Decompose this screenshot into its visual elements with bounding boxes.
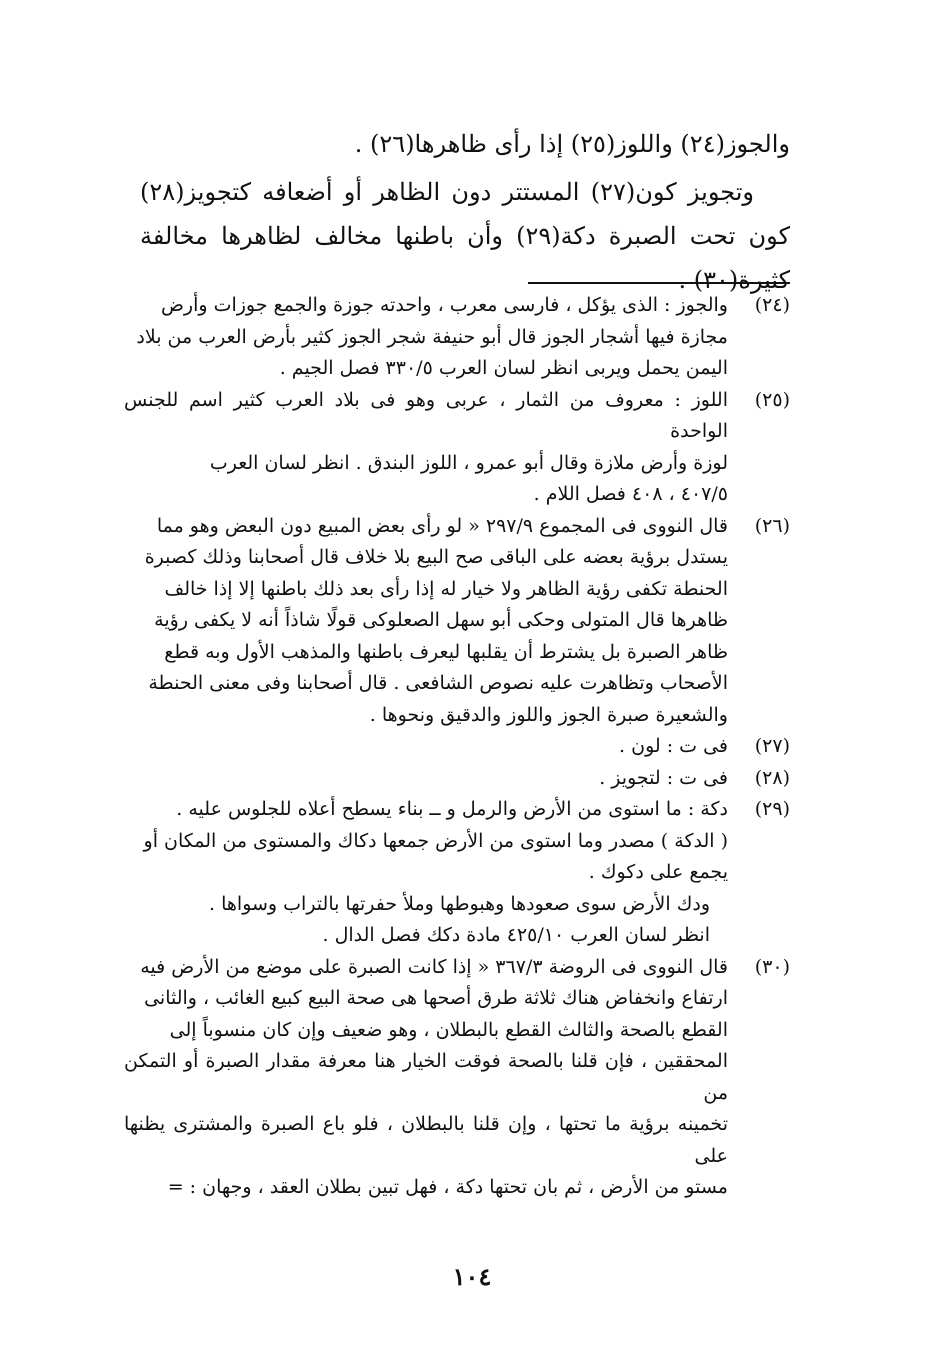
footnote-separator bbox=[528, 282, 790, 284]
footnote-line: فى ت : لون . bbox=[619, 735, 728, 757]
footnote-line: الأصحاب وتظاهرت عليه نصوص الشافعى . قال أصحابنا وفى معنى الحنطة bbox=[148, 672, 728, 694]
footnote-body bbox=[124, 511, 728, 732]
footnote-body bbox=[124, 952, 728, 1204]
footnote-line: القطع بالصحة والثالث القطع بالبطلان ، وهو ضعيف وإن كان منسوباً إلى bbox=[169, 1018, 728, 1041]
footnote-line: المحققين ، فإن قلنا بالصحة فوقت الخيار هنا معرفة مقدار الصبرة أو التمكن من bbox=[124, 1050, 728, 1104]
main-text bbox=[140, 122, 790, 302]
footnote-line: قال النووى فى الروضة ٣٦٧/٣ « إذا كانت الصبرة على موضع من الأرض فيه bbox=[140, 955, 728, 978]
footnote-number: (٢٨) bbox=[754, 766, 790, 789]
footnote-line: مستو من الأرض ، ثم بان تحتها دكة ، فهل تبين بطلان العقد ، وجهان : = bbox=[167, 1176, 728, 1198]
footnote-line: يستدل برؤية بعضه على الباقى صح البيع بلا خلاف قال أصحابنا وذلك كصبرة bbox=[144, 546, 728, 568]
footnote-line: ارتفاع وانخفاض هناك ثلاثة طرق أصحها هى صحة البيع كبيع الغائب ، والثانى bbox=[144, 987, 728, 1009]
footnote-number: (٢٦) bbox=[754, 514, 790, 537]
footnote-subline: انظر لسان العرب ٤٢٥/١٠ مادة دكك فصل الدال . bbox=[322, 924, 710, 946]
footnote-number: (٢٧) bbox=[754, 735, 790, 757]
footnote-number: (٢٩) bbox=[754, 798, 790, 820]
footnote-line: دكة : ما استوى من الأرض والرمل و ــ بناء يسطح أعلاه للجلوس عليه . bbox=[176, 798, 728, 820]
footnote-line: ٤٠٧/٥ ، ٤٠٨ فصل اللام . bbox=[533, 483, 728, 505]
main-paragraph-2: وتجويز كون(٢٧) المستتر دون الظاهر أو أضعافه كتجويز(٢٨) كون تحت الصبرة دكة(٢٩) وأن باطنها مخالف لظاهرها مخالفة كثيرة(٣٠) . bbox=[140, 178, 790, 294]
footnote-body bbox=[124, 763, 728, 795]
footnote-line: والشعيرة صبرة الجوز واللوز والدقيق ونحوها . bbox=[369, 703, 728, 726]
footnote-line: اليمن يحمل ويربى انظر لسان العرب ٣٣٠/٥ فصل الجيم . bbox=[279, 357, 728, 379]
footnote-26 bbox=[124, 511, 790, 732]
footnote-30 bbox=[124, 952, 790, 1204]
footnote-line: لوزة وأرض ملازة وقال أبو عمرو ، اللوز البندق . انظر لسان العرب bbox=[209, 451, 728, 474]
footnote-line: تخمينه برؤية ما تحتها ، وإن قلنا بالبطلان ، فلو باع الصبرة والمشترى يظنها على bbox=[124, 1113, 728, 1167]
page-number: ١٠٤ bbox=[452, 1262, 492, 1291]
footnote-line: ظاهر الصبرة بل يشترط أن يقلبها ليعرف باطنها والمذهب الأول وبه قطع bbox=[164, 640, 728, 663]
footnote-line: يجمع على دكوك . bbox=[588, 861, 728, 883]
footnote-line: والجوز : الذى يؤكل ، فارسى معرب ، واحدته جوزة والجمع جوزات وأرض bbox=[160, 294, 728, 316]
footnote-24 bbox=[124, 290, 790, 385]
footnote-27 bbox=[124, 731, 790, 763]
footnote-line: مجازة فيها أشجار الجوز قال أبو حنيفة شجر الجوز كثير بأرض العرب من بلاد bbox=[136, 325, 728, 348]
footnote-25 bbox=[124, 385, 790, 511]
footnote-body bbox=[124, 385, 728, 511]
footnote-line: فى ت : لتجويز . bbox=[599, 766, 728, 789]
footnote-body bbox=[124, 290, 728, 385]
footnote-subline: ودك الأرض سوى صعودها وهبوطها وملأ حفرتها بالتراب وسواها . bbox=[209, 892, 710, 915]
footnote-line: الحنطة تكفى رؤية الظاهر ولا خيار له إذا رأى بعد ذلك باطنها إلا إذا خالف bbox=[164, 577, 728, 600]
footnote-line: ( الدكة ) مصدر وما استوى من الأرض جمعها دكاك والمستوى من المكان أو bbox=[143, 829, 728, 852]
footnote-number: (٢٤) bbox=[754, 294, 790, 316]
footnote-body bbox=[124, 794, 728, 952]
main-paragraph-1: والجوز(٢٤) واللوز(٢٥) إذا رأى ظاهرها(٢٦) . bbox=[354, 130, 790, 158]
footnote-number: (٢٥) bbox=[754, 388, 790, 411]
footnote-number: (٣٠) bbox=[754, 955, 790, 978]
footnote-line: قال النووى فى المجموع ٢٩٧/٩ « لو رأى بعض المبيع دون البعض وهو مما bbox=[156, 514, 728, 537]
footnote-body bbox=[124, 731, 728, 763]
footnote-28 bbox=[124, 763, 790, 795]
footnotes bbox=[124, 290, 790, 1204]
footnote-29 bbox=[124, 794, 790, 952]
footnote-line: ظاهرها قال المتولى وحكى أبو سهل الصعلوكى قولًا شاذاً أنه لا يكفى رؤية bbox=[154, 609, 728, 631]
footnote-line: اللوز : معروف من الثمار ، عربى وهو فى بلاد العرب كثير اسم للجنس الواحدة bbox=[124, 388, 728, 442]
